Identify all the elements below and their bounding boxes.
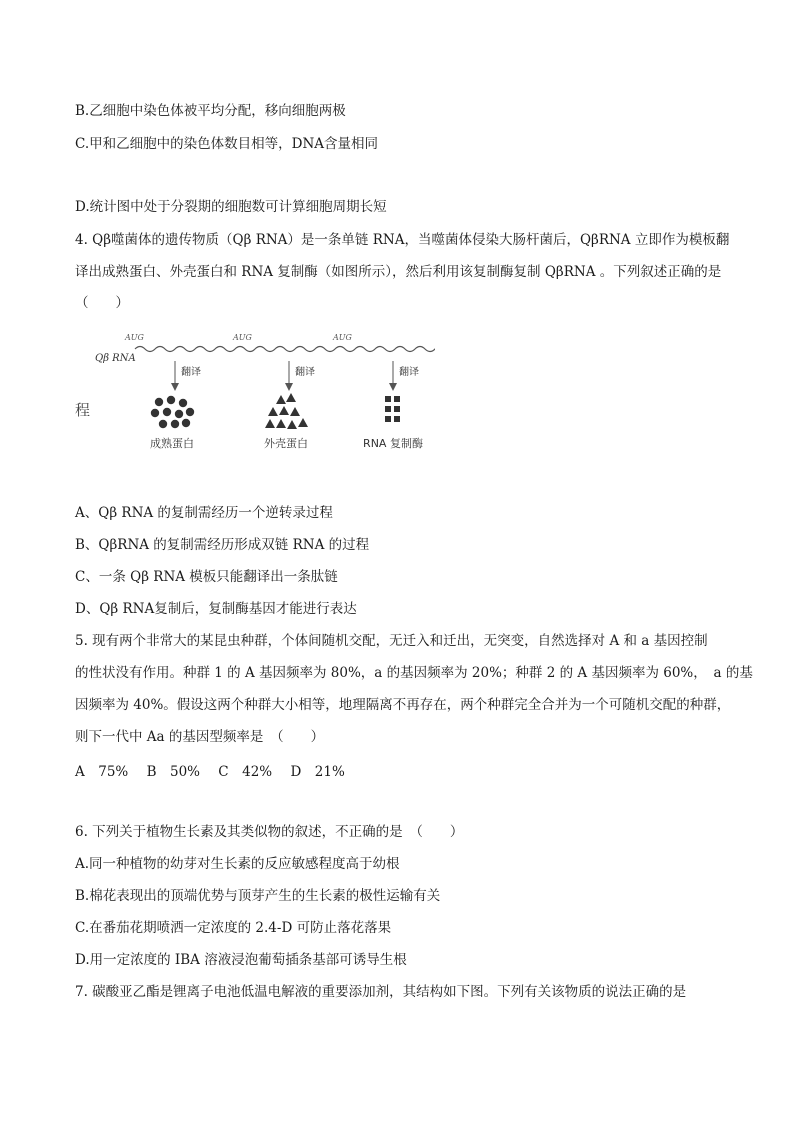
arrow-head-3 [389,383,397,391]
codon-1: AUG [125,333,144,342]
product-label-1: 成熟蛋白 [150,437,194,450]
replicase-squares-icon [385,396,400,422]
codon-2: AUG [233,333,252,342]
q4-option-a: A、Qβ RNA 的复制需经历一个逆转录过程 [75,505,333,521]
q5-stem-line-2: 的性状没有作用。种群 1 的 A 基因频率为 80%，a 的基因频率为 20%；种群 2 的 A 基因频率为 60%， a 的基 [75,665,753,681]
q4-option-b: B、QβRNA 的复制需经历形成双链 RNA 的过程 [75,537,370,553]
q5-options [75,760,359,780]
q5-stem-line-1: 5. 现有两个非常大的某昆虫种群，个体间随机交配，无迁入和迁出，无突变，自然选择对 A 和 a 基因控制 [75,633,708,649]
product-label-3: RNA 复制酶 [363,437,423,450]
q6-stem: 6. 下列关于植物生长素及其类似物的叙述，不正确的是 （ ） [75,824,464,840]
arrow-head-1 [171,383,179,391]
codon-3: AUG [333,333,352,342]
q7-stem: 7. 碳酸亚乙酯是锂离子电池低温电解液的重要添加剂，其结构如下图。下列有关该物质的说法正确的是 [75,984,687,1000]
product-label-2: 外壳蛋白 [264,437,308,450]
q4-option-c: C、一条 Qβ RNA 模板只能翻译出一条肽链 [75,569,338,585]
arrow-label-2: 翻译 [295,367,315,378]
q6-option-c: C.在番茄花期喷洒一定浓度的 2.4-D 可防止落花落果 [75,920,392,936]
q4-translation-figure [75,325,435,455]
q4-stem-line-2: 译出成熟蛋白、外壳蛋白和 RNA 复制酶（如图所示），然后利用该复制酶复制 QβRNA 。下列叙述正确的是 [75,264,722,280]
arrow-label-3: 翻译 [399,367,419,378]
q6-option-d: D.用一定浓度的 IBA 溶液浸泡葡萄插条基部可诱导生根 [75,952,407,968]
figure-left-text: 程 [75,401,91,419]
q6-option-a: A.同一种植物的幼芽对生长素的反应敏感程度高于幼根 [75,856,400,872]
q5-option-c: C 42% [218,764,273,780]
arrow-head-2 [285,383,293,391]
q5-stem-line-4: 则下一代中 Aa 的基因型频率是 （ ） [75,729,325,745]
coat-protein-triangles-icon [265,393,308,429]
q4-stem-line-1: 4. Qβ噬菌体的遗传物质（Qβ RNA）是一条单链 RNA，当噬菌体侵染大肠杆菌后，QβRNA 立即作为模板翻 [75,232,730,248]
q4-stem-line-3: （ ） [75,295,129,311]
rna-strand [135,347,435,352]
q5-option-b: B 50% [146,764,200,780]
mature-protein-dots-icon [151,396,194,428]
line-option-d: D.统计图中处于分裂期的细胞数可计算细胞周期长短 [75,199,387,215]
q5-option-a: A 75% [75,764,129,780]
q5-stem-line-3: 因频率为 40%。假设这两个种群大小相等，地理隔离不再存在，两个种群完全合并为一个可随机交配的种群， [75,697,731,713]
q4-option-d: D、Qβ RNA复制后，复制酶基因才能进行表达 [75,601,357,617]
line-option-b: B.乙细胞中染色体被平均分配，移向细胞两极 [75,103,346,119]
figure-svg [75,325,435,455]
q5-option-d: D 21% [290,764,345,780]
line-option-c: C.甲和乙细胞中的染色体数目相等，DNA含量相同 [75,136,379,152]
arrow-label-1: 翻译 [181,367,201,378]
rna-label: Qβ RNA [95,353,136,364]
q6-option-b: B.棉花表现出的顶端优势与顶芽产生的生长素的极性运输有关 [75,888,441,904]
